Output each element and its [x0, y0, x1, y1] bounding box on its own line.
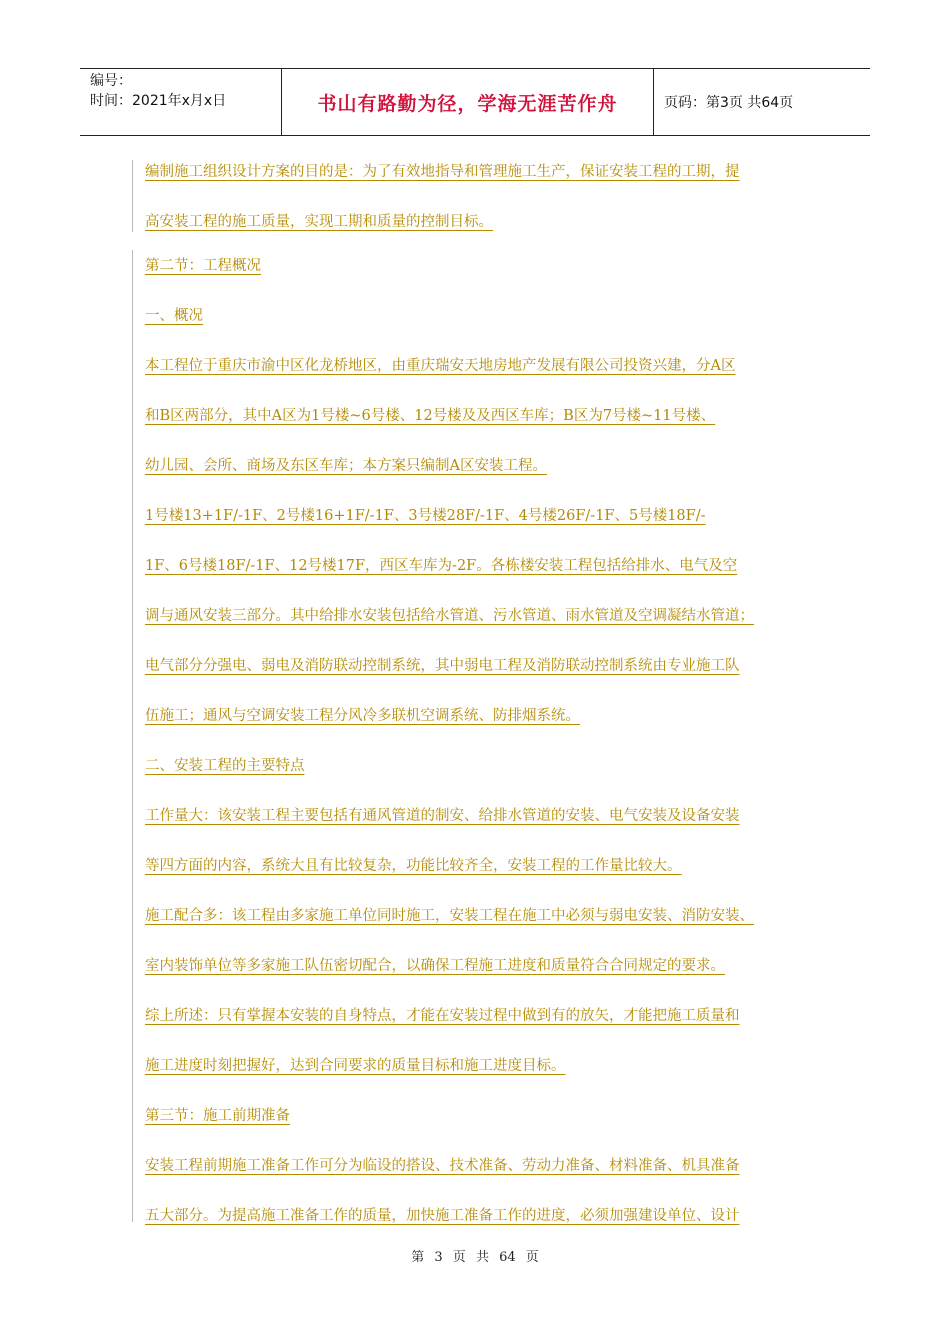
text-line: 幼儿园、会所、商场及东区车库；本方案只编制A区安装工程。 [145, 458, 547, 474]
text-line: 安装工程前期施工准备工作可分为临设的搭设、技术准备、劳动力准备、材料准备、机具准备 [145, 1158, 740, 1174]
footer-total-pages: 64 [499, 1250, 516, 1265]
text-line: 和B区两部分，其中A区为1号楼~6号楼、12号楼及及西区车库；B区为7号楼~11号楼、 [145, 408, 716, 424]
text-line: 1号楼13+1F/-1F、2号楼16+1F/-1F、3号楼28F/-1F、4号楼26F/-1F、5号楼18F/- [145, 508, 706, 524]
header-meta [80, 69, 282, 135]
subsection-heading: 二、安装工程的主要特点 [145, 758, 305, 774]
text-line: 五大部分。为提高施工准备工作的质量，加快施工准备工作的进度，必须加强建设单位、设计 [145, 1208, 740, 1224]
text-line: 室内装饰单位等多家施工队伍密切配合，以确保工程施工进度和质量符合合同规定的要求。 [145, 958, 725, 974]
text-line: 等四方面的内容，系统大且有比较复杂，功能比较齐全，安装工程的工作量比较大。 [145, 858, 682, 874]
page-footer [0, 1246, 950, 1265]
time-label: 时间：2021年x月x日 [90, 93, 227, 109]
text-line: 调与通风安装三部分。其中给排水安装包括给水管道、污水管道、雨水管道及空调凝结水管道； [145, 608, 754, 624]
text-line: 电气部分分强电、弱电及消防联动控制系统，其中弱电工程及消防联动控制系统由专业施工队 [145, 658, 740, 674]
subsection-heading: 一、概况 [145, 308, 203, 324]
text-line: 施工配合多：该工程由多家施工单位同时施工，安装工程在施工中必须与弱电安装、消防安装、 [145, 908, 754, 924]
code-label: 编号： [90, 73, 132, 89]
text-line: 施工进度时刻把握好，达到合同要求的质量目标和施工进度目标。 [145, 1058, 566, 1074]
header-page-label: 页码：第3页 共64页 [664, 95, 794, 111]
section-heading: 第三节：施工前期准备 [145, 1108, 290, 1124]
text-line: 伍施工；通风与空调安装工程分风冷多联机空调系统、防排烟系统。 [145, 708, 580, 724]
footer-gong: 共 [475, 1250, 489, 1265]
document-body [145, 150, 825, 1244]
section-heading: 第二节：工程概况 [145, 258, 261, 274]
footer-ye: 页 [525, 1250, 539, 1265]
footer-page-number: 3 [434, 1250, 443, 1265]
text-line: 高安装工程的施工质量，实现工期和质量的控制目标。 [145, 214, 493, 230]
page-header [80, 68, 870, 136]
footer-di: 第 [411, 1250, 425, 1265]
section-divider [132, 160, 133, 232]
text-line: 本工程位于重庆市渝中区化龙桥地区，由重庆瑞安天地房地产发展有限公司投资兴建，分A区 [145, 358, 736, 374]
text-line: 1F、6号楼18F/-1F、12号楼17F，西区车库为-2F。各栋楼安装工程包括给排水、电气及空 [145, 558, 738, 574]
footer-ye: 页 [452, 1250, 466, 1265]
text-line: 工作量大：该安装工程主要包括有通风管道的制安、给排水管道的安装、电气安装及设备安装 [145, 808, 740, 824]
text-line: 综上所述：只有掌握本安装的自身特点，才能在安装过程中做到有的放矢，才能把施工质量和 [145, 1008, 740, 1024]
header-motto: 书山有路勤为径，学海无涯苦作舟 [282, 69, 654, 135]
section-divider [132, 250, 133, 1222]
text-line: 编制施工组织设计方案的目的是：为了有效地指导和管理施工生产，保证安装工程的工期，提 [145, 164, 740, 180]
